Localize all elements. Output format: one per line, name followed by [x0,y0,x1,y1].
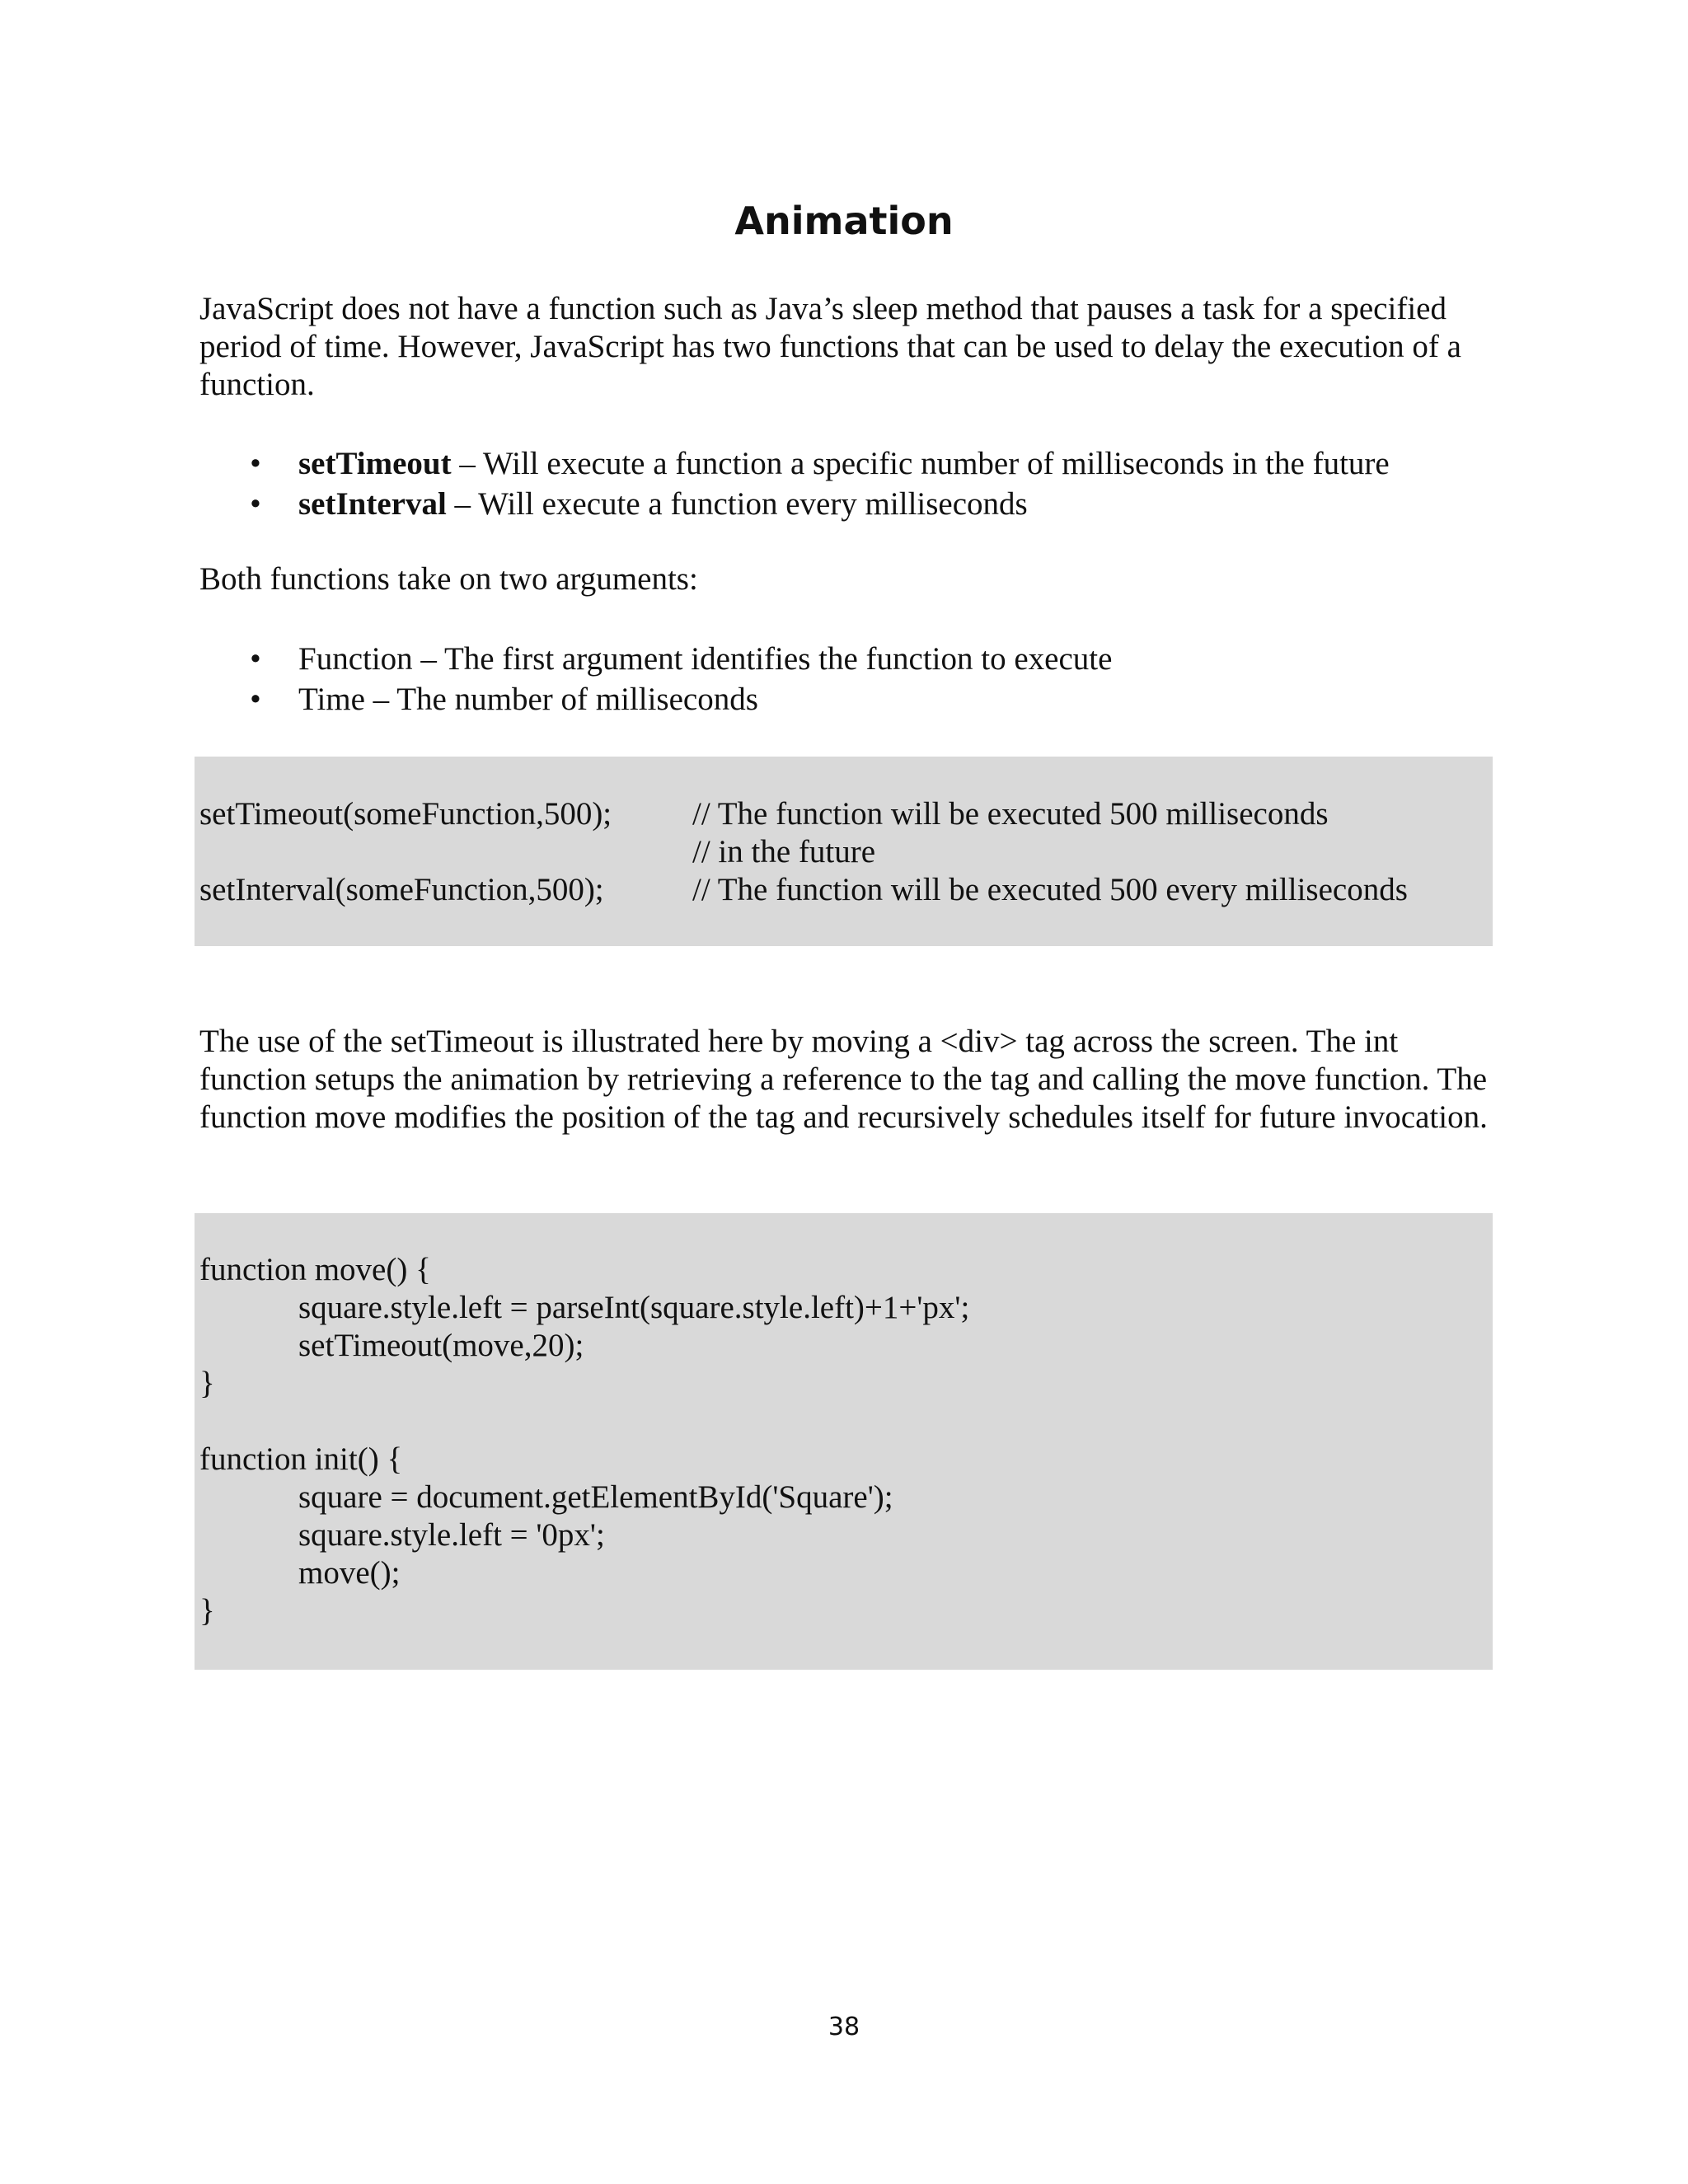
page-title: Animation [734,199,954,243]
code-line: function move() { [199,1252,431,1287]
function-description: – Will execute a function every milliseconds [446,486,1028,522]
code-comment: // in the future [692,834,876,869]
function-name: setInterval [298,486,447,522]
arguments-intro: Both functions take on two arguments: [199,561,698,597]
code-line: square.style.left = parseInt(square.style.left)+1+'px'; [298,1290,970,1325]
explanation-paragraph: The use of the setTimeout is illustrated here by moving a <div> tag across the screen. The int function setups the animation by retrieving a reference to the tag and calling the move function. The function move modifies the position of the tag and recursively schedules itself for future invocation. [199,1024,1488,1135]
code-line: setTimeout(move,20); [298,1328,584,1363]
code-line: function init() { [199,1441,403,1477]
bullet-icon: • [250,486,261,522]
code-line: square = document.getElementById('Square'); [298,1479,893,1515]
animation-code-block [195,1213,1493,1670]
list-item [247,484,1484,524]
code-line: } [199,1366,215,1401]
list-item [247,639,1484,679]
list-item [247,679,1484,719]
code-line: setTimeout(someFunction,500); [199,796,612,832]
bullet-icon: • [250,682,261,717]
timer-code-block [195,757,1493,946]
code-comment: // The function will be executed 500 milliseconds [692,796,1329,832]
argument-list [247,639,1484,719]
code-line: move(); [298,1555,401,1591]
intro-paragraph: JavaScript does not have a function such as Java’s sleep method that pauses a task for a specified period of time. However, JavaScript has two functions that can be used to delay the execution of a function. [199,291,1461,402]
code-line: square.style.left = '0px'; [298,1517,605,1553]
list-item [247,443,1484,484]
timer-function-list [247,443,1484,524]
argument-text: Function – The first argument identifies the function to execute [298,641,1113,677]
bullet-icon: • [250,641,261,677]
code-line: } [199,1593,215,1629]
code-line: setInterval(someFunction,500); [199,872,604,907]
page-number: 38 [828,2013,860,2041]
code-comment: // The function will be executed 500 every milliseconds [692,872,1408,907]
function-name: setTimeout [298,446,452,481]
function-description: – Will execute a function a specific number of milliseconds in the future [451,446,1390,481]
argument-text: Time – The number of milliseconds [298,682,758,717]
bullet-icon: • [250,446,261,481]
